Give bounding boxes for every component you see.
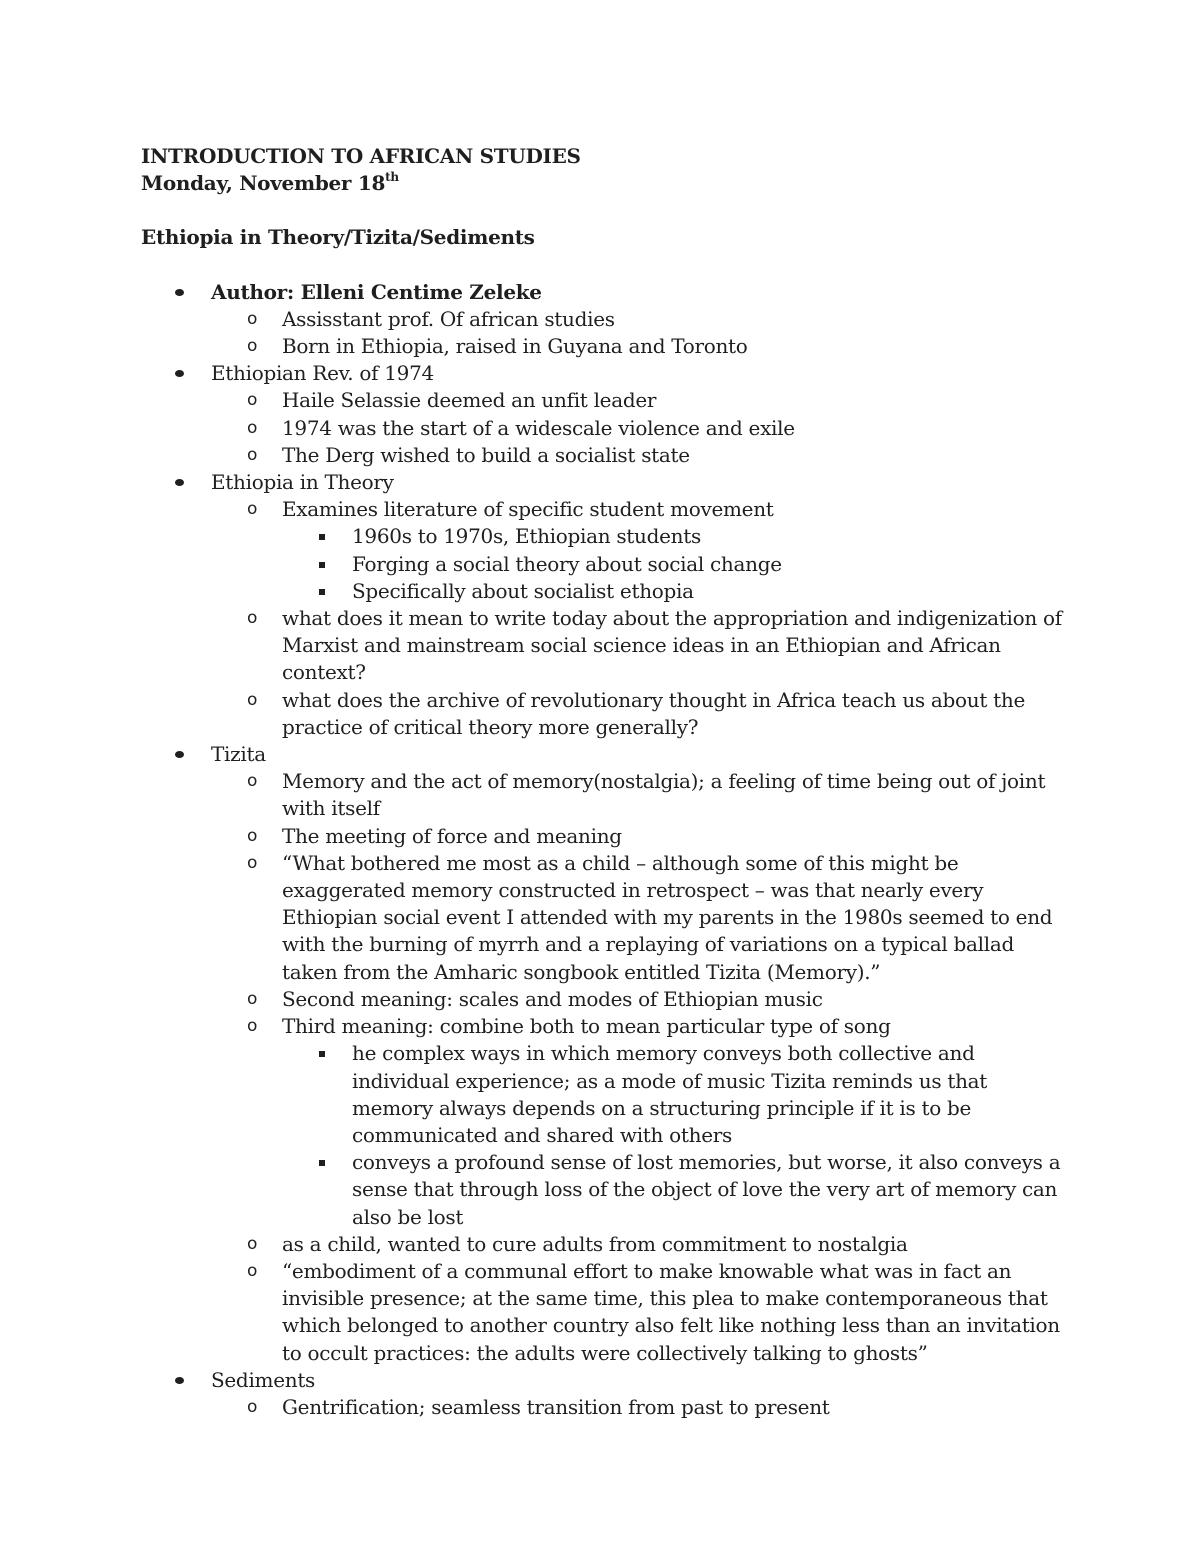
sub-list <box>141 768 1071 1366</box>
bullet-o-icon: o <box>247 417 258 438</box>
list-item <box>141 306 1071 333</box>
bullet-o-icon: o <box>247 336 258 357</box>
bullet-dot-icon <box>175 479 184 486</box>
bullet-o-icon: o <box>247 988 258 1009</box>
sub-list <box>141 1394 1071 1421</box>
bullet-o-icon: o <box>247 499 258 520</box>
bullet-o-icon: o <box>247 825 258 846</box>
list-item-text: Born in Ethiopia, raised in Guyana and Toronto <box>282 334 748 359</box>
bullet-o-icon: o <box>247 608 258 629</box>
list-item-text: what does it mean to write today about the appropriation and indigenization of Marxist and mainstream social science ideas in an Ethiopian and African context? <box>282 606 1062 685</box>
bullet-o-icon: o <box>247 1260 258 1281</box>
date-text: Monday, November 18 <box>141 171 386 196</box>
document-title: INTRODUCTION TO AFRICAN STUDIES <box>141 144 581 168</box>
document-date <box>141 170 1071 197</box>
list-item <box>141 578 1071 605</box>
list-item-text: Specifically about socialist ethopia <box>352 578 694 603</box>
list-item-text: conveys a profound sense of lost memories, but worse, it also conveys a sense that through loss of the object of love the very art of memory can also be lost <box>352 1150 1061 1229</box>
list-item <box>141 1258 1071 1367</box>
bullet-o-icon: o <box>247 1396 258 1417</box>
bullet-dot-icon <box>175 751 184 758</box>
list-item-text: 1960s to 1970s, Ethiopian students <box>352 524 701 549</box>
sub-sub-list <box>141 1040 1071 1230</box>
list-item-text: Memory and the act of memory(nostalgia); a feeling of time being out of joint with itself <box>282 769 1046 821</box>
outline-item-tizita <box>141 741 1071 1367</box>
list-item <box>141 496 1071 605</box>
bullet-o-icon: o <box>247 390 258 411</box>
bullet-square-icon <box>319 589 325 595</box>
outline-item-label: Ethiopia in Theory <box>211 470 394 495</box>
outline-item-label: Author: Elleni Centime Zeleke <box>211 279 542 304</box>
list-item <box>141 333 1071 360</box>
list-item <box>141 1394 1071 1421</box>
list-item-text: he complex ways in which memory conveys both collective and individual experience; as a mode of music Tizita reminds us that memory always depends on a structuring principle if it is to be communicated and shared with others <box>352 1041 988 1147</box>
list-item-text: The meeting of force and meaning <box>282 823 622 848</box>
date-suffix: th <box>385 170 399 185</box>
bullet-dot-icon <box>175 1377 184 1384</box>
list-item <box>141 1013 1071 1231</box>
list-item-text: Third meaning: combine both to mean particular type of song <box>282 1014 891 1039</box>
bullet-o-icon: o <box>247 444 258 465</box>
list-item <box>141 986 1071 1013</box>
sub-sub-list <box>141 523 1071 605</box>
sub-list <box>141 306 1071 360</box>
list-item-text: Haile Selassie deemed an unfit leader <box>282 388 657 413</box>
sub-list <box>141 387 1071 469</box>
bullet-square-icon <box>319 562 325 568</box>
list-item <box>141 523 1071 550</box>
outline-item-revolution <box>141 360 1071 469</box>
bullet-o-icon: o <box>247 689 258 710</box>
list-item <box>141 551 1071 578</box>
list-item-text: Forging a social theory about social change <box>352 551 782 576</box>
list-item <box>141 1040 1071 1149</box>
list-item-text: 1974 was the start of a widescale violence and exile <box>282 415 795 440</box>
list-item-text: as a child, wanted to cure adults from commitment to nostalgia <box>282 1231 908 1256</box>
bullet-dot-icon <box>175 289 184 296</box>
bullet-square-icon <box>319 1051 325 1057</box>
outline-item-label: Sediments <box>211 1367 316 1392</box>
list-item <box>141 442 1071 469</box>
outline-item-author <box>141 279 1071 361</box>
list-item-text: Second meaning: scales and modes of Ethiopian music <box>282 986 823 1011</box>
bullet-o-icon: o <box>247 1233 258 1254</box>
list-item <box>141 605 1071 687</box>
list-item <box>141 823 1071 850</box>
outline-item-label: Ethiopian Rev. of 1974 <box>211 361 434 386</box>
list-item-text: Gentrification; seamless transition from past to present <box>282 1394 830 1419</box>
outline-item-sediments <box>141 1367 1071 1421</box>
list-item <box>141 768 1071 822</box>
list-item <box>141 387 1071 414</box>
outline-list <box>141 279 1071 1422</box>
list-item <box>141 687 1071 741</box>
list-item <box>141 1149 1071 1231</box>
list-item-text: Assisstant prof. Of african studies <box>282 306 615 331</box>
list-item <box>141 415 1071 442</box>
outline-item-theory <box>141 469 1071 741</box>
bullet-o-icon: o <box>247 771 258 792</box>
list-item-text: what does the archive of revolutionary thought in Africa teach us about the practice of critical theory more generally? <box>282 687 1026 739</box>
section-title: Ethiopia in Theory/Tizita/Sediments <box>141 225 535 250</box>
list-item <box>141 1231 1071 1258</box>
list-item <box>141 850 1071 986</box>
bullet-square-icon <box>319 1160 325 1166</box>
list-item-text: Examines literature of specific student movement <box>282 497 774 522</box>
sub-list <box>141 496 1071 741</box>
bullet-o-icon: o <box>247 852 258 873</box>
list-item-text: The Derg wished to build a socialist state <box>282 442 690 467</box>
bullet-square-icon <box>319 534 325 540</box>
bullet-o-icon: o <box>247 308 258 329</box>
document-page <box>141 143 1071 1421</box>
outline-item-label: Tizita <box>211 742 266 767</box>
bullet-dot-icon <box>175 370 184 377</box>
list-item-text: “embodiment of a communal effort to make knowable what was in fact an invisible presence; at the same time, this plea to make contemporaneous that which belonged to another country also felt like nothing less than an invitation to occult practices: the adults were collectively talking to ghosts” <box>282 1258 1060 1365</box>
list-item-text: “What bothered me most as a child – although some of this might be exaggerated memory constructed in retrospect – was that nearly every Ethiopian social event I attended with my parents in the 1980s seemed to end with the burning of myrrh and a replaying of variations on a typical ballad taken from the Amharic songbook entitled Tizita (Memory).” <box>282 850 1053 984</box>
bullet-o-icon: o <box>247 1016 258 1037</box>
